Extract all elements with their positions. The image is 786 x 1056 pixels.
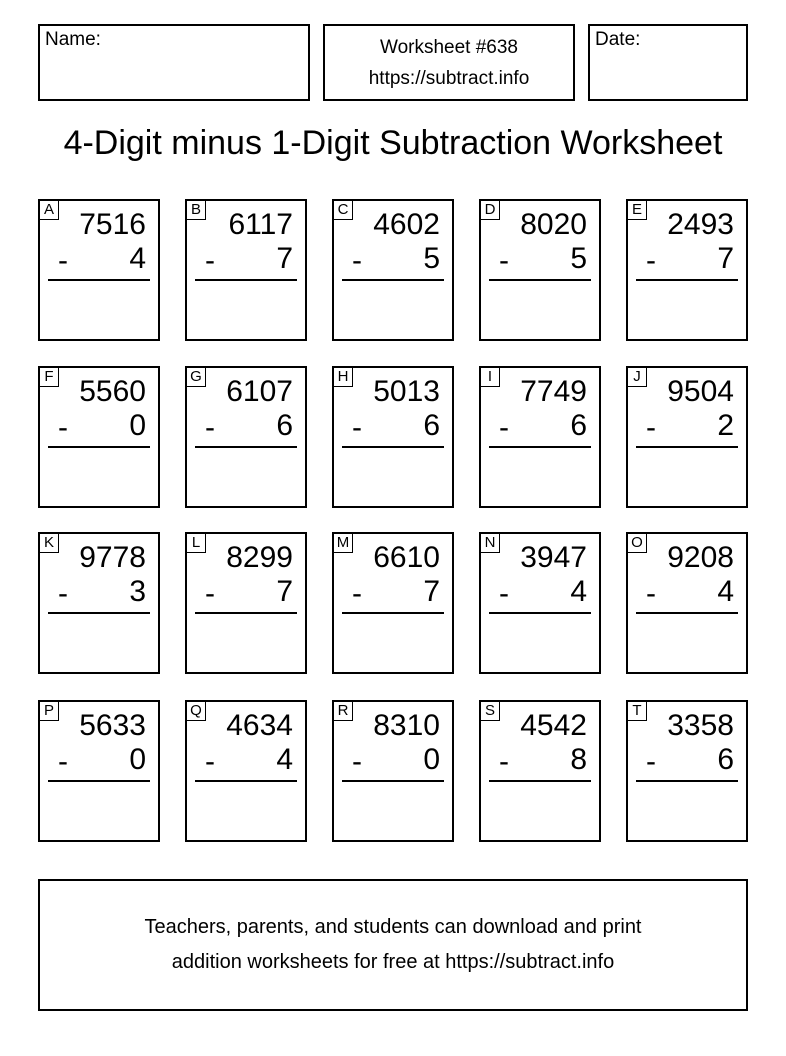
minus-sign: - xyxy=(499,411,509,444)
name-field[interactable] xyxy=(38,24,310,101)
answer-line xyxy=(342,612,444,614)
answer-line xyxy=(195,279,297,281)
problem-letter: B xyxy=(186,200,206,220)
answer-line xyxy=(489,446,591,448)
problem-q[interactable] xyxy=(185,700,307,842)
subtrahend: 5 xyxy=(570,242,587,275)
minus-sign: - xyxy=(205,745,215,778)
answer-line xyxy=(636,780,738,782)
minus-sign: - xyxy=(646,745,656,778)
minus-sign: - xyxy=(499,244,509,277)
answer-line xyxy=(195,780,297,782)
minuend: 9778 xyxy=(79,541,146,574)
minuend: 7749 xyxy=(520,375,587,408)
subtrahend: 6 xyxy=(276,409,293,442)
subtrahend: 5 xyxy=(423,242,440,275)
answer-line xyxy=(48,612,150,614)
minuend: 3947 xyxy=(520,541,587,574)
minuend: 7516 xyxy=(79,208,146,241)
answer-line xyxy=(489,780,591,782)
problem-letter: P xyxy=(39,701,59,721)
minuend: 5560 xyxy=(79,375,146,408)
answer-line xyxy=(489,612,591,614)
subtrahend: 4 xyxy=(129,242,146,275)
problem-n[interactable] xyxy=(479,532,601,674)
problem-letter: T xyxy=(627,701,647,721)
problem-t[interactable] xyxy=(626,700,748,842)
subtrahend: 4 xyxy=(570,575,587,608)
minuend: 4542 xyxy=(520,709,587,742)
subtrahend: 4 xyxy=(717,575,734,608)
problem-letter: E xyxy=(627,200,647,220)
minus-sign: - xyxy=(205,244,215,277)
problem-letter: F xyxy=(39,367,59,387)
subtrahend: 6 xyxy=(423,409,440,442)
problem-letter: I xyxy=(480,367,500,387)
problem-letter: K xyxy=(39,533,59,553)
answer-line xyxy=(342,446,444,448)
subtrahend: 6 xyxy=(570,409,587,442)
answer-line xyxy=(636,279,738,281)
minuend: 8310 xyxy=(373,709,440,742)
problem-letter: O xyxy=(627,533,647,553)
minuend: 6107 xyxy=(226,375,293,408)
minuend: 9504 xyxy=(667,375,734,408)
minus-sign: - xyxy=(58,577,68,610)
minus-sign: - xyxy=(205,411,215,444)
subtrahend: 2 xyxy=(717,409,734,442)
minus-sign: - xyxy=(58,244,68,277)
problem-s[interactable] xyxy=(479,700,601,842)
problem-c[interactable] xyxy=(332,199,454,341)
subtrahend: 7 xyxy=(423,575,440,608)
problem-letter: J xyxy=(627,367,647,387)
minuend: 5633 xyxy=(79,709,146,742)
minus-sign: - xyxy=(352,411,362,444)
problem-letter: D xyxy=(480,200,500,220)
subtrahend: 3 xyxy=(129,575,146,608)
minus-sign: - xyxy=(646,577,656,610)
date-label: Date: xyxy=(595,29,641,50)
answer-line xyxy=(48,780,150,782)
minus-sign: - xyxy=(499,745,509,778)
subtrahend: 8 xyxy=(570,743,587,776)
website-link[interactable]: https://subtract.info xyxy=(368,67,530,89)
problem-p[interactable] xyxy=(38,700,160,842)
minuend: 9208 xyxy=(667,541,734,574)
subtrahend: 0 xyxy=(129,743,146,776)
problem-letter: A xyxy=(39,200,59,220)
minus-sign: - xyxy=(646,411,656,444)
problem-f[interactable] xyxy=(38,366,160,508)
problem-letter: Q xyxy=(186,701,206,721)
subtrahend: 7 xyxy=(276,242,293,275)
subtrahend: 0 xyxy=(423,743,440,776)
minuend: 3358 xyxy=(667,709,734,742)
problem-j[interactable] xyxy=(626,366,748,508)
answer-line xyxy=(636,446,738,448)
problem-g[interactable] xyxy=(185,366,307,508)
problem-letter: L xyxy=(186,533,206,553)
minus-sign: - xyxy=(352,244,362,277)
minus-sign: - xyxy=(499,577,509,610)
problem-letter: H xyxy=(333,367,353,387)
footer-line-2: addition worksheets for free at https://subtract.info xyxy=(171,951,615,973)
minuend: 8299 xyxy=(226,541,293,574)
subtrahend: 7 xyxy=(276,575,293,608)
minuend: 4602 xyxy=(373,208,440,241)
worksheet-number: Worksheet #638 xyxy=(379,36,518,58)
problem-d[interactable] xyxy=(479,199,601,341)
subtrahend: 6 xyxy=(717,743,734,776)
problem-a[interactable] xyxy=(38,199,160,341)
minuend: 5013 xyxy=(373,375,440,408)
problem-e[interactable] xyxy=(626,199,748,341)
problem-letter: G xyxy=(186,367,206,387)
minus-sign: - xyxy=(352,745,362,778)
problem-m[interactable] xyxy=(332,532,454,674)
problem-h[interactable] xyxy=(332,366,454,508)
minus-sign: - xyxy=(646,244,656,277)
problem-b[interactable] xyxy=(185,199,307,341)
subtrahend: 7 xyxy=(717,242,734,275)
minus-sign: - xyxy=(352,577,362,610)
answer-line xyxy=(48,446,150,448)
minus-sign: - xyxy=(58,745,68,778)
answer-line xyxy=(342,780,444,782)
footer-line-1: Teachers, parents, and students can download and print xyxy=(144,916,642,938)
page-title: 4-Digit minus 1-Digit Subtraction Worksheet xyxy=(63,124,723,162)
minuend: 8020 xyxy=(520,208,587,241)
footer-note xyxy=(38,879,748,1011)
answer-line xyxy=(195,612,297,614)
name-label: Name: xyxy=(45,29,101,50)
minus-sign: - xyxy=(205,577,215,610)
answer-line xyxy=(489,279,591,281)
problem-k[interactable] xyxy=(38,532,160,674)
problem-letter: N xyxy=(480,533,500,553)
minuend: 6117 xyxy=(228,208,293,241)
worksheet-info-box xyxy=(323,24,575,101)
problem-letter: C xyxy=(333,200,353,220)
minuend: 6610 xyxy=(373,541,440,574)
answer-line xyxy=(48,279,150,281)
answer-line xyxy=(636,612,738,614)
problem-o[interactable] xyxy=(626,532,748,674)
minuend: 2493 xyxy=(667,208,734,241)
problem-l[interactable] xyxy=(185,532,307,674)
answer-line xyxy=(195,446,297,448)
problem-r[interactable] xyxy=(332,700,454,842)
answer-line xyxy=(342,279,444,281)
date-field[interactable] xyxy=(588,24,748,101)
minus-sign: - xyxy=(58,411,68,444)
problem-i[interactable] xyxy=(479,366,601,508)
subtrahend: 4 xyxy=(276,743,293,776)
minuend: 4634 xyxy=(226,709,293,742)
problem-letter: M xyxy=(333,533,353,553)
problem-letter: R xyxy=(333,701,353,721)
problem-letter: S xyxy=(480,701,500,721)
subtrahend: 0 xyxy=(129,409,146,442)
